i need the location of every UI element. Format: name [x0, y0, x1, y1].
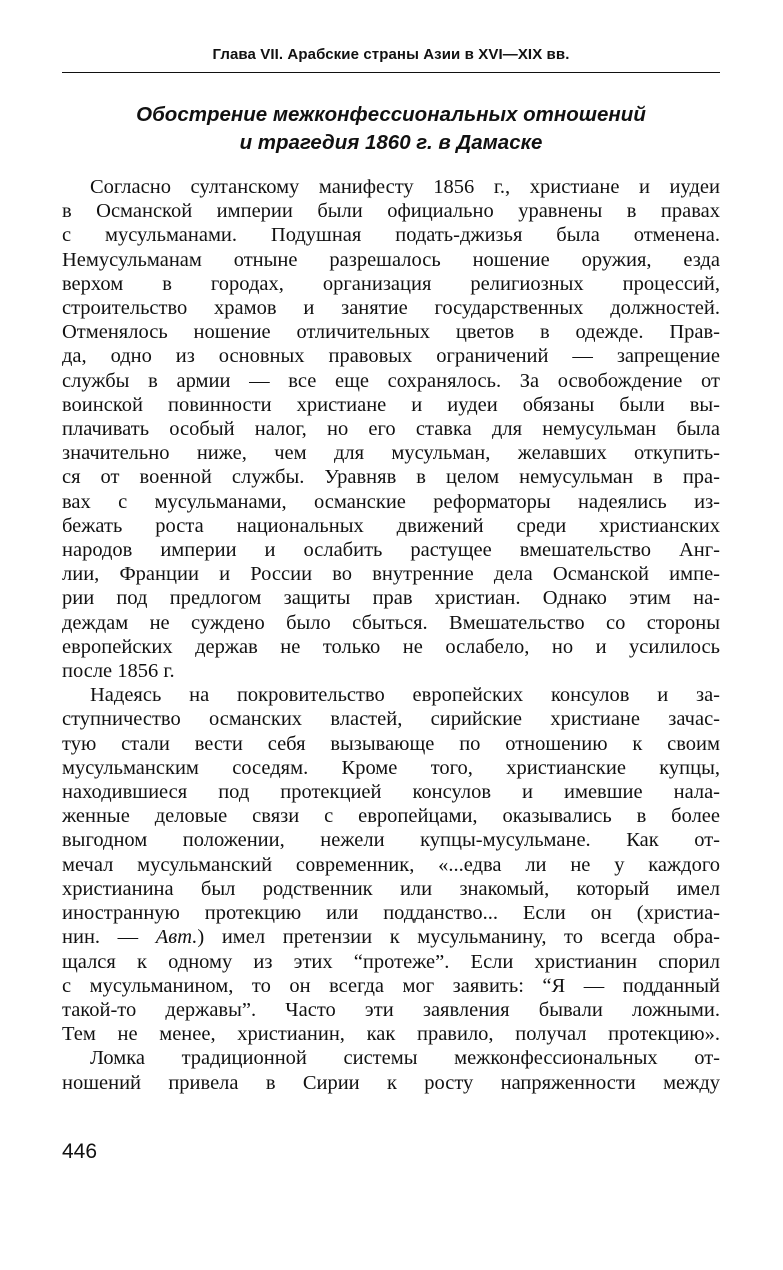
text-line: женные деловые связи с европейцами, оказывались в более: [62, 805, 720, 828]
text-line-end: ) имел претензии к мусульманину, то всегда обра-: [197, 926, 721, 949]
text-line: плачивать особый налог, но его ставка для немусульман была: [62, 418, 720, 441]
text-line: находившиеся под протекцией консулов и имевшие нала-: [62, 781, 720, 804]
section-title-line-1: Обострение межконфессиональных отношений: [136, 103, 646, 126]
text-line: выгодном положении, нежели купцы-мусульмане. Как от-: [62, 829, 720, 852]
text-line-with-italic: [62, 925, 720, 949]
text-line: ношений привела в Сирии к росту напряженности между: [62, 1071, 720, 1094]
header-rule: [62, 72, 720, 73]
section-title-line-2: и трагедия 1860 г. в Дамаске: [239, 131, 543, 154]
text-line: деждам не суждено было сбыться. Вмешательство со стороны: [62, 611, 720, 634]
text-line: значительно ниже, чем для мусульман, желавших откупить-: [62, 442, 720, 465]
text-line: верхом в городах, организация религиозных процессий,: [62, 272, 720, 295]
text-line: христианина был родственник или знакомый, который имел: [62, 877, 720, 900]
page-number: 446: [62, 1140, 98, 1163]
author-abbreviation: Авт.: [155, 926, 198, 949]
text-line: рии под предлогом защиты прав христиан. Однако этим на-: [62, 587, 720, 610]
text-line: в Османской империи были официально уравнены в правах: [62, 200, 720, 223]
text-line: мусульманским соседям. Кроме того, христианские купцы,: [62, 756, 720, 779]
text-line: с мусульманами. Подушная подать-джизья была отменена.: [62, 224, 720, 247]
text-line: Надеясь на покровительство европейских консулов и за-: [90, 684, 720, 707]
text-line: строительство храмов и занятие государственных должностей.: [62, 297, 720, 320]
text-line: иностранную протекцию или подданство... Если он (христиа-: [62, 902, 720, 925]
text-line: лии, Франции и России во внутренние дела Османской импе-: [62, 563, 720, 586]
running-head: Глава VII. Арабские страны Азии в XVI—XIX вв.: [212, 46, 570, 63]
text-line: с мусульманином, то он всегда мог заявить: “Я — подданный: [62, 974, 720, 997]
text-line: народов империи и ослабить растущее вмешательство Анг-: [62, 539, 720, 562]
text-line-start: нин. —: [62, 926, 156, 949]
text-line: щался к одному из этих “протеже”. Если христианин спорил: [62, 950, 720, 973]
body-text: [62, 175, 720, 1095]
text-line: ся от военной службы. Уравняв в целом немусульман в пра-: [62, 466, 720, 489]
text-line: Согласно султанскому манифесту 1856 г., христиане и иудеи: [90, 176, 720, 198]
text-line: такой-то державы”. Часто эти заявления бывали ложными.: [62, 998, 720, 1021]
text-line: Ломка традиционной системы межконфессиональных от-: [90, 1047, 720, 1070]
text-line: вах с мусульманами, османские реформаторы надеялись из-: [62, 490, 720, 513]
text-line: Отменялось ношение отличительных цветов в одежде. Прав-: [62, 321, 720, 344]
section-title: [62, 101, 720, 157]
text-line: службы в армии — все еще сохранялось. За освобождение от: [62, 369, 720, 392]
text-line: воинской повинности христиане и иудеи обязаны были вы-: [62, 393, 720, 416]
text-line: мечал мусульманский современник, «...едва ли не у каждого: [62, 853, 720, 876]
text-line: тую стали вести себя вызывающе по отношению к своим: [62, 732, 720, 755]
text-line: Тем не менее, христианин, как правило, получал протекцию».: [62, 1023, 720, 1046]
text-line: ступничество османских властей, сирийские христиане зачас-: [62, 708, 720, 731]
text-line: Немусульманам отныне разрешалось ношение оружия, езда: [62, 248, 720, 271]
text-line: да, одно из основных правовых ограничений — запрещение: [62, 345, 720, 368]
text-line: после 1856 г.: [62, 660, 175, 683]
text-line: бежать роста национальных движений среди христианских: [62, 514, 720, 537]
text-line: европейских держав не только не ослабело, но и усилилось: [62, 635, 720, 658]
